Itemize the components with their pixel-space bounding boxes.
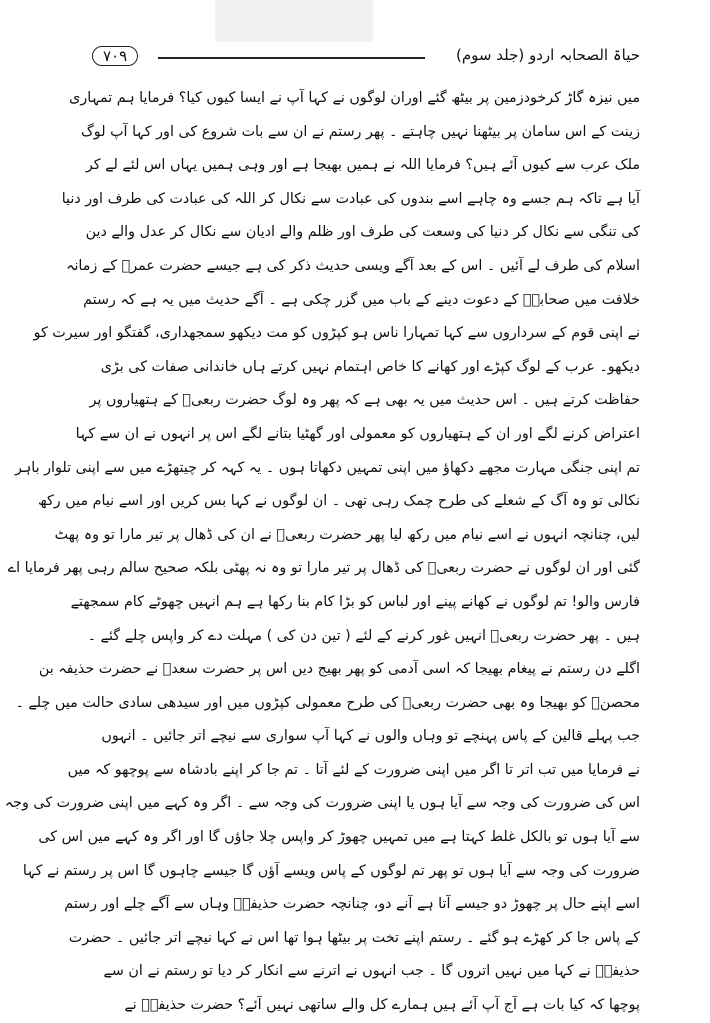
text-line: اسے اپنے حال پر چھوڑ دو جیسے آتا ہے آنے دو، چنانچہ حضرت حذیفہؓ وہاں سے آگے چلے اور رستم — [64, 896, 640, 913]
text-line: لیں، چنانچہ انہوں نے اسے نیام میں رکھ لیا پھر حضرت ربعیؓ نے ان کی ڈھال پر تیر مارا تو وہ پھٹ — [54, 526, 640, 543]
text-line: نے اپنی قوم کے سرداروں سے کہا تمہارا ناس ہو کپڑوں کو مت دیکھو سمجھداری، گفتگو اور سیرت کو — [33, 325, 640, 342]
text-line: آیا ہے تاکہ ہم جسے وہ چاہے اسے بندوں کی عبادت سے نکال کر اللہ کی عبادت کی طرف اور دنیا — [61, 190, 640, 207]
text-line: نے فرمایا میں تب اتر تا اگر میں اپنی ضرورت کے لئے آتا ۔ تم جا کر اپنے بادشاہ سے پوچھو کہ میں — [67, 761, 640, 778]
text-line: سے آیا ہوں تو بالکل غلط کہتا ہے میں تمہیں چھوڑ کر واپس چلا جاؤں گا اور اگر وہ کہے میں اس کی — [38, 829, 640, 846]
text-line: پوچھا کہ کیا بات ہے آج آپ آئے ہیں ہمارے کل والے ساتھی نہیں آئے؟ حضرت حذیفہؓ نے — [124, 997, 640, 1014]
text-line: کی تنگی سے نکال کر دنیا کی وسعت کی طرف اور ظلم والے ادیان سے نکال کر عدل والے دین — [85, 224, 640, 241]
text-line: نکالی تو وہ آگ کے شعلے کی طرح چمک رہی تھی ۔ ان لوگوں نے کہا بس کریں اور اسے نیام میں رکھ — [37, 493, 640, 510]
text-line: اعتراض کرنے لگے اور ان کے ہتھیاروں کو معمولی اور گھٹیا بتانے لگے اس پر انہوں نے ان سے کہا — [75, 425, 640, 442]
text-line: تم اپنی جنگی مہارت مجھے دکھاؤ میں اپنی تمہیں دکھاتا ہوں ۔ یہ کہہ کر چیتھڑے میں سے اپنی تلوار باہر — [14, 459, 640, 476]
text-line: جب پہلے قالین کے پاس پہنچے تو وہاں والوں نے کہا آپ سواری سے نیچے اتر جائیں ۔ انہوں — [101, 728, 640, 745]
text-line: کے پاس جا کر کھڑے ہو گئے ۔ رستم اپنے تخت پر بیٹھا ہوا تھا اس نے کہا نیچے اتر جائیں ۔ حضرت — [68, 929, 640, 946]
text-line: ملک عرب سے کیوں آئے ہیں؟ فرمایا اللہ نے ہمیں بھیجا ہے اور وہی ہمیں یہاں اس لئے لے کر — [85, 157, 640, 174]
page-header — [92, 44, 640, 70]
text-line: ہیں ۔ پھر حضرت ربعیؓ انہیں غور کرنے کے لئے ( تین دن کی ) مہلت دے کر واپس چلے گئے ۔ — [87, 627, 640, 644]
body-text — [4, 82, 640, 1023]
header-rule — [158, 57, 425, 59]
page-number: ۷۰۹ — [92, 46, 138, 66]
text-line: اگلے دن رستم نے پیغام بھیجا کہ اسی آدمی کو پھر بھیج دیں اس پر حضرت سعدؓ نے حضرت حذیفہ بن — [38, 661, 640, 678]
top-tab-bar — [215, 0, 373, 42]
running-title: حیاۃ الصحابہ اردو (جلد سوم) — [456, 46, 640, 64]
text-line: اس کی ضرورت کی وجہ سے آیا ہوں یا اپنی ضرورت کی وجہ سے ۔ اگر وہ کہے میں اپنی ضرورت کی وجہ — [4, 795, 640, 812]
text-line: محصنؓ کو بھیجا وہ بھی حضرت ربعیؓ کی طرح معمولی کپڑوں میں اور سیدھی سادی حالت میں چلے ۔ — [15, 694, 640, 711]
text-line: دیکھو۔ عرب کے لوگ کپڑے اور کھانے کا خاص اہتمام نہیں کرتے ہاں خاندانی صفات کی بڑی — [100, 358, 640, 375]
text-line: خلافت میں صحابہؓ کے دعوت دینے کے باب میں گزر چکی ہے ۔ آگے حدیث میں یہ ہے کہ رستم — [83, 291, 640, 308]
text-line: میں نیزہ گاڑ کرخودزمین پر بیٹھ گئے اوران لوگوں نے کہا آپ نے ایسا کیوں کیا؟ فرمایا ہم تمہاری — [69, 90, 640, 106]
text-line: زینت کے اس سامان پر بیٹھنا نہیں چاہتے ۔ پھر رستم نے ان سے بات شروع کی اور کہا آپ لوگ — [81, 123, 640, 140]
text-line: گئی اور ان لوگوں نے حضرت ربعیؓ کی ڈھال پر تیر مارا تو وہ نہ پھٹی بلکہ صحیح سالم رہی پھر فرمایا اے — [7, 560, 640, 577]
text-line: حذیفہؓ نے کہا میں نہیں اتروں گا ۔ جب انہوں نے اترنے سے انکار کر دیا تو رستم نے ان سے — [103, 963, 640, 980]
text-line: اسلام کی طرف لے آئیں ۔ اس کے بعد آگے ویسی حدیث ذکر کی ہے جیسے حضرت عمرؓ کے زمانہ — [66, 257, 640, 274]
text-line: فارس والو! تم لوگوں نے کھانے پینے اور لباس کو بڑا کام بنا رکھا ہے ہم انہیں چھوٹے کام سمجھتے — [70, 593, 640, 610]
text-line: ضرورت کی وجہ سے آیا ہوں تو پھر تم لوگوں کے پاس ویسے آؤں گا جیسے چاہوں گا اس پر رستم نے کہا — [22, 862, 640, 879]
text-line: حفاظت کرتے ہیں ۔ اس حدیث میں یہ بھی ہے کہ پھر وہ لوگ حضرت ربعیؓ کے ہتھیاروں پر — [89, 392, 640, 409]
